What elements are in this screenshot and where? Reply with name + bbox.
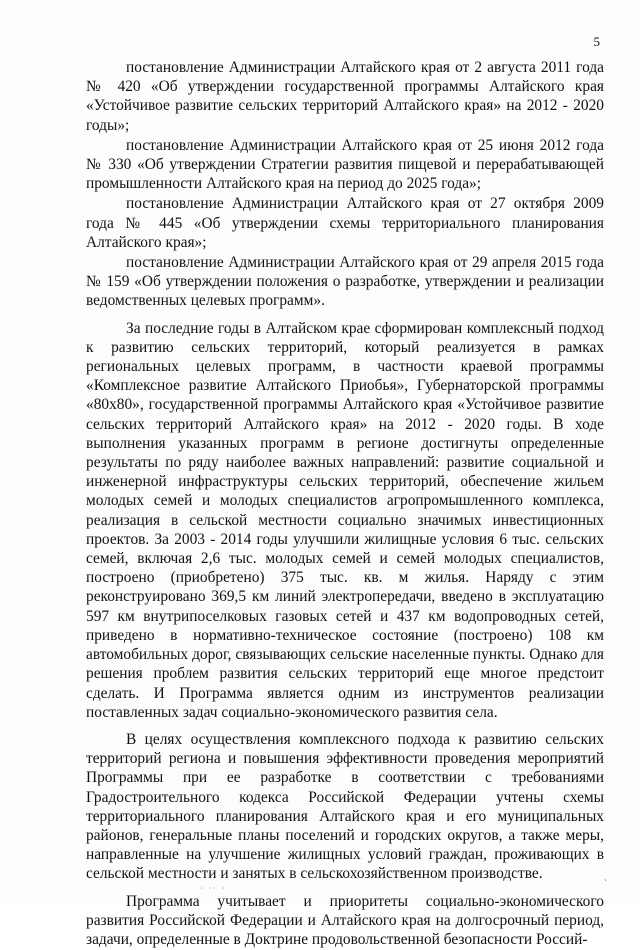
paragraph-integrated-approach: В целях осуществления комплексного подхода к развитию сельских территорий региона и повышения эффективности проведения мероприятий Программы при ее разработке в соответствии с требованиями Градостроительного кодекса Российской Федерации учтены схемы территориального планирования Алтайского края и его муниципальных районов, генеральные планы поселений и городских округов, а также меры, направленные на улучшение жилищных условий граждан, проживающих в сельской местности и занятых в сельскохозяйственном производстве. <box>86 730 604 883</box>
document-body <box>86 58 604 950</box>
scan-artifact-specks: · ·· · <box>200 884 227 893</box>
page-number: 5 <box>593 34 600 49</box>
paragraph-decree-159: постановление Администрации Алтайского края от 29 апреля 2015 года № 159 «Об утверждении положения о разработке, утверждении и реализации ведомственных целевых программ». <box>86 254 604 310</box>
paragraph-decree-420: постановление Администрации Алтайского края от 2 августа 2011 года № 420 «Об утверждении государственной программы Алтайского края «Устойчивое развитие сельских территорий Алтайского края» на 2012 - 2020 годы»; <box>86 59 604 134</box>
scan-artifact-mark: ˋ <box>604 878 607 888</box>
paragraph-achievements: За последние годы в Алтайском крае сформирован комплексный подход к развитию сельских территорий, который реализуется в рамках региональных целевых программ, в частности краевой программы «Комплексное развитие Алтайского Приобья», Губернаторской программы «80х80», государственной программы Алтайского края «Устойчивое развитие сельских территорий Алтайского края» на 2012 - 2020 годы. В ходе выполнения указанных программ в регионе достигнуты определенные результаты по ряду наиболее важных направлений: развитие социальной и инженерной инфраструктуры сельских территорий, обеспечение жильем молодых семей и молодых специалистов агропромышленного комплекса, реализация в сельской местности социально значимых инвестиционных проектов. За 2003 - 2014 годы улучшили жилищные условия 6 тыс. сельских семей, включая 2,6 тыс. молодых семей и семей молодых специалистов, построено (приобретено) 375 тыс. кв. м жилья. Наряду с этим реконструировано 369,5 км линий электропередачи, введено в эксплуатацию 597 км внутрипоселковых газовых сетей и 437 км водопроводных сетей, приведено в нормативно-техническое состояние (построено) 108 км автомобильных дорог, связывающих сельские населенные пункты. Однако для решения проблем развития сельских территорий еще многое предстоит сделать. И Программа является одним из инструментов реализации поставленных задач социально-экономического развития села. <box>86 319 604 721</box>
paragraph-decree-445: постановление Администрации Алтайского края от 27 октября 2009 года № 445 «Об утверждении схемы территориального планирования Алтайского края»; <box>86 195 604 251</box>
paragraph-priorities: Программа учитывает и приоритеты социально-экономического развития Российской Федерации и Алтайского края на долгосрочный период, задачи, определенные в Доктрине продовольственной безопасности Россий- <box>86 892 604 948</box>
paragraph-decree-330: постановление Администрации Алтайского края от 25 июня 2012 года № 330 «Об утверждении Стратегии развития пищевой и перерабатывающей промышленности Алтайского края на период до 2025 года»; <box>86 136 604 193</box>
